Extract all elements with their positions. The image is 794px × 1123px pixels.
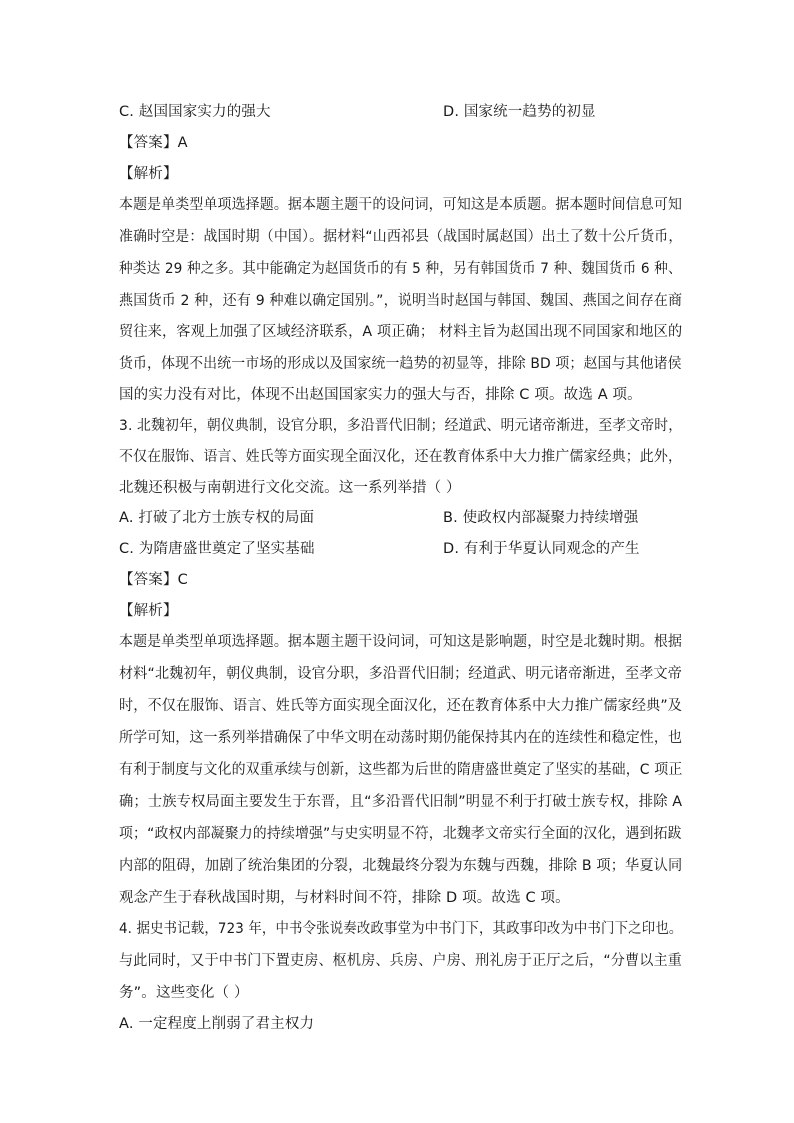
q3-analysis-line: 观念产生于春秋战国时期，与材料时间不符，排除 D 项。故选 C 项。 xyxy=(119,890,570,906)
q2-analysis-heading: 【解析】 xyxy=(119,166,178,182)
q2-analysis-line: 本题是单类型单项选择题。据本题主题干的设问词，可知这是本质题。据本题时间信息可知 xyxy=(119,197,683,213)
q3-option-b: B. 使政权内部凝聚力持续增强 xyxy=(443,510,639,526)
q3-option-c: C. 为隋唐盛世奠定了坚实基础 xyxy=(119,541,315,557)
q3-analysis-line: 时，不仅在服饰、语言、姓氏等方面实现全面汉化，还在教育体系中大力推广儒家经典”及 xyxy=(119,698,683,714)
q2-option-c: C. 赵国国家实力的强大 xyxy=(119,104,271,120)
q2-analysis-line: 燕国货币 2 种，还有 9 种难以确定国别。”，说明当时赵国与韩国、魏国、燕国之间存在商 xyxy=(119,293,683,309)
q3-stem-line: 北魏还积极与南朝进行文化交流。这一系列举措（ ） xyxy=(119,480,461,496)
q2-option-d: D. 国家统一趋势的初显 xyxy=(443,104,596,120)
q2-analysis-line: 种类达 29 种之多。其中能确定为赵国货币的有 5 种，另有韩国货币 7 种、魏国货币 6 种、 xyxy=(119,261,682,277)
q3-analysis-heading: 【解析】 xyxy=(119,603,178,619)
q2-analysis-line: 国的实力没有对比，体现不出赵国国家实力的强大与否，排除 C 项。故选 A 项。 xyxy=(119,387,642,403)
q3-analysis-line: 材料“北魏初年，朝仪典制，设官分职，多沿晋代旧制；经道武、明元诸帝渐进，至孝文帝 xyxy=(119,666,683,682)
q3-analysis-line: 本题是单类型单项选择题。据本题主题干设问词，可知这是影响题，时空是北魏时期。根据 xyxy=(119,634,683,650)
q2-answer: 【答案】A xyxy=(119,135,188,151)
q3-analysis-line: 确；士族专权局面主要发生于东晋，且“多沿晋代旧制”明显不利于打破士族专权，排除 A xyxy=(119,794,683,810)
q2-analysis-line: 贸往来，客观上加强了区域经济联系，A 项正确； 材料主旨为赵国出现不同国家和地区的 xyxy=(119,324,683,340)
q3-analysis-line: 所学可知，这一系列举措确保了中华文明在动荡时期仍能保持其内在的连续性和稳定性，也 xyxy=(119,730,683,746)
q4-stem-line: 4. 据史书记载，723 年，中书令张说奏改政事堂为中书门下，其政事印改为中书门下之印也。 xyxy=(119,921,683,937)
q4-option-a: A. 一定程度上削弱了君主权力 xyxy=(119,1016,315,1032)
q3-analysis-line: 内部的阻碍，加剧了统治集团的分裂，北魏最终分裂为东魏与西魏，排除 B 项；华夏认同 xyxy=(119,858,683,874)
q2-analysis-line: 货币，体现不出统一市场的形成以及国家统一趋势的初显等，排除 BD 项；赵国与其他诸侯 xyxy=(119,356,682,372)
q3-option-a: A. 打破了北方士族专权的局面 xyxy=(119,510,315,526)
q3-option-d: D. 有利于华夏认同观念的产生 xyxy=(443,541,640,557)
q2-analysis-line: 准确时空是：战国时期（中国）。据材料“山西祁县（战国时属赵国）出土了数十公斤货币， xyxy=(119,229,683,245)
q3-answer: 【答案】C xyxy=(119,572,188,588)
q4-stem-line: 与此同时，又于中书门下置吏房、枢机房、兵房、户房、刑礼房于正厅之后，“分曹以主重 xyxy=(119,953,683,969)
q3-analysis-line: 有利于制度与文化的双重承续与创新，这些都为后世的隋唐盛世奠定了坚实的基础，C 项正 xyxy=(119,762,683,778)
q3-analysis-line: 项；“政权内部凝聚力的持续增强”与史实明显不符，北魏孝文帝实行全面的汉化，遇到拓跋 xyxy=(119,826,682,842)
q4-stem-line: 务”。这些变化（ ） xyxy=(119,985,249,1001)
q3-stem-line: 不仅在服饰、语言、姓氏等方面实现全面汉化，还在教育体系中大力推广儒家经典；此外， xyxy=(119,449,683,465)
q3-stem-line: 3. 北魏初年，朝仪典制，设官分职，多沿晋代旧制；经道武、明元诸帝渐进，至孝文帝时， xyxy=(119,418,683,434)
